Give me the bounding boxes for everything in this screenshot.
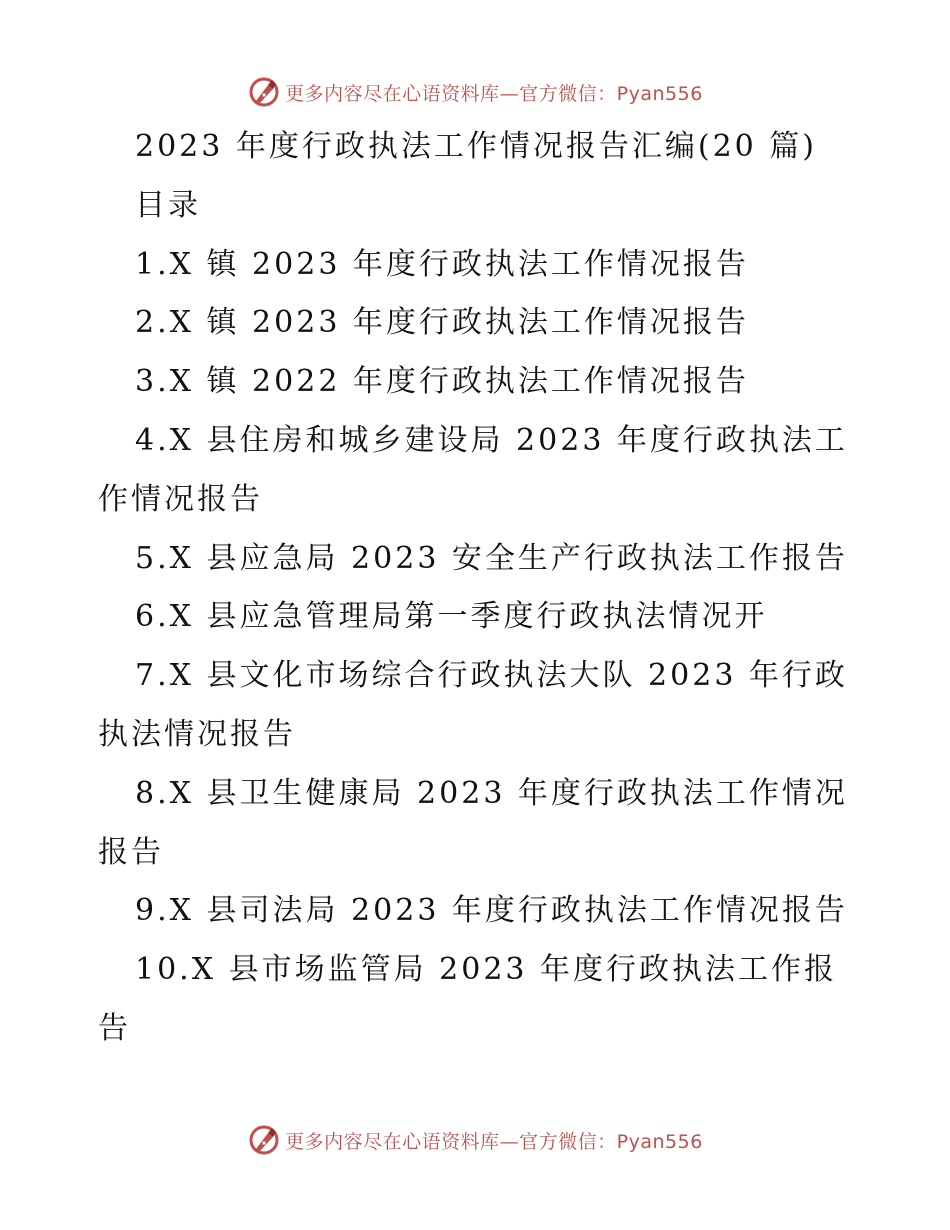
toc-item: 3.X 镇 2022 年度行政执法工作情况报告 bbox=[135, 364, 749, 400]
pen-nib-circle-icon bbox=[247, 75, 281, 109]
toc-item-continuation: 作情况报告 bbox=[98, 481, 263, 517]
document-title: 2023 年度行政执法工作情况报告汇编(20 篇) bbox=[135, 129, 818, 164]
footer-watermark bbox=[0, 1120, 950, 1160]
document-body bbox=[98, 118, 858, 1059]
header-watermark bbox=[0, 72, 950, 112]
toc-item-continuation: 执法情况报告 bbox=[98, 716, 296, 752]
watermark-wechat-id: Pyan556 bbox=[616, 1130, 703, 1153]
toc-item: 2.X 镇 2023 年度行政执法工作情况报告 bbox=[135, 305, 749, 341]
watermark-text: 更多内容尽在心语资料库—官方微信：Pyan556 bbox=[285, 82, 703, 105]
toc-heading: 目录 bbox=[135, 187, 201, 223]
toc-item: 10.X 县市场监管局 2023 年度行政执法工作报 bbox=[135, 952, 838, 988]
toc-item: 7.X 县文化市场综合行政执法大队 2023 年行政 bbox=[135, 658, 848, 694]
toc-item: 6.X 县应急管理局第一季度行政执法情况开 bbox=[135, 599, 768, 635]
toc-item: 9.X 县司法局 2023 年度行政执法工作情况报告 bbox=[135, 893, 848, 929]
toc-item: 5.X 县应急局 2023 安全生产行政执法工作报告 bbox=[135, 540, 848, 576]
toc-item: 4.X 县住房和城乡建设局 2023 年度行政执法工 bbox=[135, 422, 848, 458]
toc-item-continuation: 报告 bbox=[98, 834, 164, 870]
watermark-wechat-id: Pyan556 bbox=[616, 82, 703, 105]
pen-nib-circle-icon bbox=[247, 1123, 281, 1157]
toc-item: 8.X 县卫生健康局 2023 年度行政执法工作情况 bbox=[135, 775, 848, 811]
toc-item-continuation: 告 bbox=[98, 1010, 131, 1046]
toc-item: 1.X 镇 2023 年度行政执法工作情况报告 bbox=[135, 246, 749, 282]
watermark-text: 更多内容尽在心语资料库—官方微信：Pyan556 bbox=[285, 1130, 703, 1153]
